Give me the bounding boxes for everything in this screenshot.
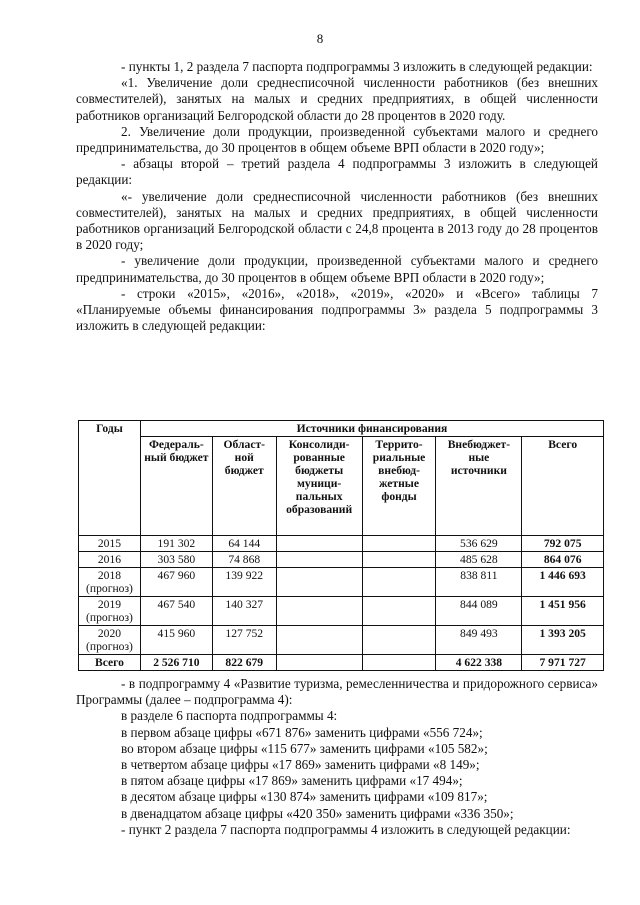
cell-total-label: Всего xyxy=(79,655,141,671)
cell-funds xyxy=(362,597,436,626)
paragraph: «- увеличение доли среднесписочной численности работников (без внешних совместителей), занятых на малых и средних предприятиях, в общей численности работников организаций Белгородской области с 24,8 процента в 2013 году до 28 процентов в 2020 году; xyxy=(76,188,598,253)
cell-federal: 303 580 xyxy=(140,552,212,568)
table-row xyxy=(79,568,604,597)
paragraph: в десятом абзаце цифры «130 874» заменить цифрами «109 817»; xyxy=(121,789,488,805)
paragraph: в четвертом абзаце цифры «17 869» заменить цифрами «8 149»; xyxy=(121,757,480,773)
paragraph: «1. Увеличение доли среднесписочной численности работников (без внешних совместителей), занятых на малых и средних предприятиях, в общей численности работников организаций Белгородской области до 28 процентов в 2020 году. xyxy=(76,75,598,123)
cell-total: 7 971 727 xyxy=(522,655,604,671)
cell-total: 792 075 xyxy=(522,536,604,552)
bottom-text-block xyxy=(76,676,598,838)
paragraph: в двенадцатом абзаце цифры «420 350» заменить цифрами «336 350»; xyxy=(121,805,514,821)
cell-funds xyxy=(362,552,436,568)
paragraph: - строки «2015», «2016», «2018», «2019», «2020» и «Всего» таблицы 7 «Планируемые объемы финансирования подпрограммы 3» раздела 5 подпрограммы 3 изложить в следующей редакции: xyxy=(76,285,598,334)
header-territorial-funds: Террито-риальные внебюд-жетные фонды xyxy=(362,437,436,536)
paragraph: - пункт 2 раздела 7 паспорта подпрограммы 4 изложить в следующей редакции: xyxy=(121,821,571,837)
cell-federal: 467 540 xyxy=(140,597,212,626)
cell-municipal xyxy=(276,568,362,597)
paragraph: в пятом абзаце цифры «17 869» заменить цифрами «17 494»; xyxy=(121,773,463,789)
table-total-row xyxy=(79,655,604,671)
header-regional: Област-ной бюджет xyxy=(212,437,276,536)
table-row xyxy=(79,552,604,568)
cell-regional: 127 752 xyxy=(212,626,276,655)
cell-extra: 536 629 xyxy=(436,536,522,552)
cell-municipal xyxy=(276,655,362,671)
cell-year: 2018 (прогноз) xyxy=(79,568,141,597)
paragraph: во втором абзаце цифры «115 677» заменить цифрами «105 582»; xyxy=(121,740,488,756)
cell-year: 2015 xyxy=(79,536,141,552)
header-total: Всего xyxy=(522,437,604,536)
cell-municipal xyxy=(276,597,362,626)
cell-funds xyxy=(362,568,436,597)
cell-extra: 4 622 338 xyxy=(436,655,522,671)
cell-regional: 140 327 xyxy=(212,597,276,626)
paragraph: в первом абзаце цифры «671 876» заменить цифрами «556 724»; xyxy=(121,724,483,740)
cell-year: 2019 (прогноз) xyxy=(79,597,141,626)
header-extra-budget: Внебюджет-ные источники xyxy=(436,437,522,536)
cell-total: 864 076 xyxy=(522,552,604,568)
cell-funds xyxy=(362,536,436,552)
header-municipal: Консолиди-рованные бюджеты муници-пальных образований xyxy=(276,437,362,536)
cell-total: 1 393 205 xyxy=(522,626,604,655)
paragraph: - абзацы второй – третий раздела 4 подпрограммы 3 изложить в следующей редакции: xyxy=(76,156,598,188)
header-federal: Федераль-ный бюджет xyxy=(140,437,212,536)
cell-total: 1 446 693 xyxy=(522,568,604,597)
paragraph: - в подпрограмму 4 «Развитие туризма, ремесленничества и придорожного сервиса» Программы (далее – подпрограмма 4): xyxy=(76,676,598,708)
cell-extra: 485 628 xyxy=(436,552,522,568)
table-row xyxy=(79,597,604,626)
cell-federal: 467 960 xyxy=(140,568,212,597)
paragraph: - пункты 1, 2 раздела 7 паспорта подпрограммы 3 изложить в следующей редакции: xyxy=(121,59,593,74)
cell-regional: 139 922 xyxy=(212,568,276,597)
cell-funds xyxy=(362,626,436,655)
page-number: 8 xyxy=(316,31,324,46)
cell-extra: 844 089 xyxy=(436,597,522,626)
cell-federal: 2 526 710 xyxy=(140,655,212,671)
header-years: Годы xyxy=(79,421,141,536)
cell-regional: 822 679 xyxy=(212,655,276,671)
header-sources: Источники финансирования xyxy=(140,421,603,437)
table-row xyxy=(79,536,604,552)
cell-funds xyxy=(362,655,436,671)
cell-regional: 64 144 xyxy=(212,536,276,552)
paragraph: в разделе 6 паспорта подпрограммы 4: xyxy=(121,708,338,724)
paragraph: 2. Увеличение доли продукции, произведенной субъектами малого и среднего предпринимательства, до 30 процентов в общем объеме ВРП области в 2020 году»; xyxy=(76,123,598,156)
cell-year: 2020 (прогноз) xyxy=(79,626,141,655)
top-text-block xyxy=(76,59,598,334)
cell-regional: 74 868 xyxy=(212,552,276,568)
cell-municipal xyxy=(276,626,362,655)
cell-extra: 838 811 xyxy=(436,568,522,597)
financing-table xyxy=(78,420,604,671)
cell-municipal xyxy=(276,536,362,552)
cell-extra: 849 493 xyxy=(436,626,522,655)
cell-federal: 415 960 xyxy=(140,626,212,655)
cell-federal: 191 302 xyxy=(140,536,212,552)
cell-municipal xyxy=(276,552,362,568)
cell-total: 1 451 956 xyxy=(522,597,604,626)
paragraph: - увеличение доли продукции, произведенной субъектами малого и среднего предпринимательства, до 30 процентов в общем объеме ВРП области в 2020 году»; xyxy=(76,253,598,285)
table-row xyxy=(79,626,604,655)
cell-year: 2016 xyxy=(79,552,141,568)
